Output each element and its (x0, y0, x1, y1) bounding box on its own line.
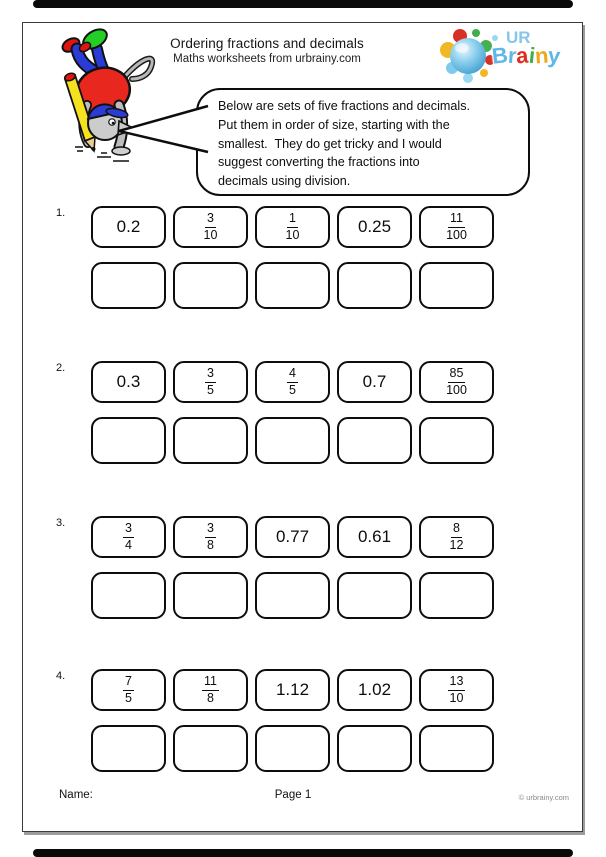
answer-box[interactable] (337, 572, 412, 619)
fraction-numerator: 3 (205, 367, 216, 383)
value-box (255, 206, 330, 248)
value-box (91, 669, 166, 711)
answer-box[interactable] (419, 572, 494, 619)
value-box (419, 361, 494, 403)
speech-line: decimals using division. (218, 174, 351, 189)
logo-letter: n (533, 42, 550, 69)
value-row (91, 516, 501, 558)
value-box (173, 516, 248, 558)
fraction-denominator: 10 (285, 227, 300, 242)
answer-box[interactable] (419, 725, 494, 772)
question-2 (23, 361, 584, 493)
fraction-value (450, 522, 464, 552)
decimal-value: 0.61 (357, 527, 392, 546)
fraction-value (204, 212, 218, 242)
question-number: 3. (56, 517, 66, 529)
decimal-value: 0.77 (275, 527, 310, 546)
fraction-value (123, 522, 134, 552)
value-box (173, 361, 248, 403)
fraction-denominator: 8 (207, 537, 214, 552)
answer-box[interactable] (337, 262, 412, 309)
decimal-value: 0.3 (116, 372, 141, 391)
value-box (337, 669, 412, 711)
answer-row (91, 572, 501, 619)
fraction-value (286, 212, 300, 242)
answer-box[interactable] (419, 417, 494, 464)
decimal-value: 0.25 (357, 217, 392, 236)
speech-line: smallest. They do get tricky and I would (218, 136, 442, 151)
window-bottom-bar (33, 849, 573, 857)
fraction-denominator: 4 (125, 537, 132, 552)
decimal-value: 0.7 (362, 372, 387, 391)
fraction-value (123, 675, 134, 705)
value-box (91, 361, 166, 403)
decimal-value: 0.2 (116, 217, 141, 236)
answer-box[interactable] (91, 262, 166, 309)
question-number: 4. (56, 670, 66, 682)
answer-box[interactable] (255, 572, 330, 619)
question-number: 1. (56, 207, 66, 219)
answer-box[interactable] (255, 417, 330, 464)
fraction-value (446, 212, 467, 242)
value-box (337, 206, 412, 248)
value-box (255, 669, 330, 711)
answer-box[interactable] (419, 262, 494, 309)
speech-bubble (196, 88, 530, 196)
fraction-denominator: 12 (449, 537, 464, 552)
value-row (91, 669, 501, 711)
speech-bubble-tail (118, 103, 210, 155)
value-row (91, 361, 501, 403)
fraction-numerator: 8 (451, 522, 462, 538)
answer-row (91, 417, 501, 464)
answer-box[interactable] (91, 572, 166, 619)
fraction-numerator: 7 (123, 675, 134, 691)
fraction-value (205, 367, 216, 397)
value-box (419, 516, 494, 558)
worksheet-page (22, 22, 583, 832)
decimal-value: 1.02 (357, 680, 392, 699)
answer-row (91, 725, 501, 772)
answer-row (91, 262, 501, 309)
fraction-numerator: 1 (287, 212, 298, 228)
page-subtitle: Maths worksheets from urbrainy.com (173, 53, 361, 65)
fraction-numerator: 4 (287, 367, 298, 383)
name-label: Name: (59, 789, 93, 801)
logo-text-ur: UR (506, 28, 531, 47)
copyright: © urbrainy.com (518, 793, 569, 802)
answer-box[interactable] (173, 262, 248, 309)
decimal-value: 1.12 (275, 680, 310, 699)
fraction-numerator: 3 (205, 212, 216, 228)
value-box (337, 361, 412, 403)
value-box (419, 669, 494, 711)
value-box (419, 206, 494, 248)
answer-box[interactable] (337, 725, 412, 772)
speech-line: suggest converting the fractions into (218, 155, 420, 170)
answer-box[interactable] (173, 725, 248, 772)
answer-box[interactable] (337, 417, 412, 464)
speech-line: Below are sets of five fractions and decimals. (218, 99, 470, 113)
logo-letter: i (527, 42, 537, 69)
urbrainy-logo (440, 26, 576, 86)
fraction-value (205, 522, 216, 552)
fraction-denominator: 10 (203, 227, 218, 242)
window-top-bar (33, 0, 573, 8)
question-number: 2. (56, 362, 66, 374)
value-box (255, 361, 330, 403)
fraction-denominator: 8 (207, 690, 214, 705)
speech-line: Put them in order of size, starting with the (218, 117, 450, 132)
logo-letter: y (547, 42, 562, 69)
answer-box[interactable] (255, 262, 330, 309)
logo-letter: r (507, 42, 518, 69)
answer-box[interactable] (91, 725, 166, 772)
answer-box[interactable] (255, 725, 330, 772)
logo-letter: a (515, 42, 530, 69)
value-box (91, 516, 166, 558)
fraction-denominator: 5 (125, 690, 132, 705)
page-title: Ordering fractions and decimals (170, 36, 364, 51)
fraction-value (446, 367, 467, 397)
value-box (255, 516, 330, 558)
fraction-denominator: 5 (207, 382, 214, 397)
fraction-denominator: 100 (446, 382, 467, 397)
fraction-numerator: 11 (448, 212, 465, 228)
logo-text-brainy (492, 43, 561, 69)
answer-box[interactable] (173, 417, 248, 464)
value-box (91, 206, 166, 248)
fraction-value (202, 675, 219, 705)
page-number: Page 1 (274, 789, 312, 801)
question-1 (23, 206, 584, 338)
fraction-numerator: 13 (448, 675, 466, 691)
fraction-value (448, 675, 466, 705)
value-row (91, 206, 501, 248)
logo-letter: B (490, 42, 510, 69)
fraction-numerator: 3 (123, 522, 134, 538)
fraction-numerator: 11 (202, 675, 219, 691)
fraction-value (287, 367, 298, 397)
value-box (173, 669, 248, 711)
fraction-denominator: 100 (446, 227, 467, 242)
value-box (337, 516, 412, 558)
question-3 (23, 516, 584, 648)
answer-box[interactable] (173, 572, 248, 619)
fraction-numerator: 3 (205, 522, 216, 538)
question-4 (23, 669, 584, 801)
value-box (173, 206, 248, 248)
answer-box[interactable] (91, 417, 166, 464)
fraction-denominator: 10 (449, 690, 464, 705)
fraction-numerator: 85 (448, 367, 466, 383)
fraction-denominator: 5 (289, 382, 296, 397)
page-header (137, 36, 397, 65)
